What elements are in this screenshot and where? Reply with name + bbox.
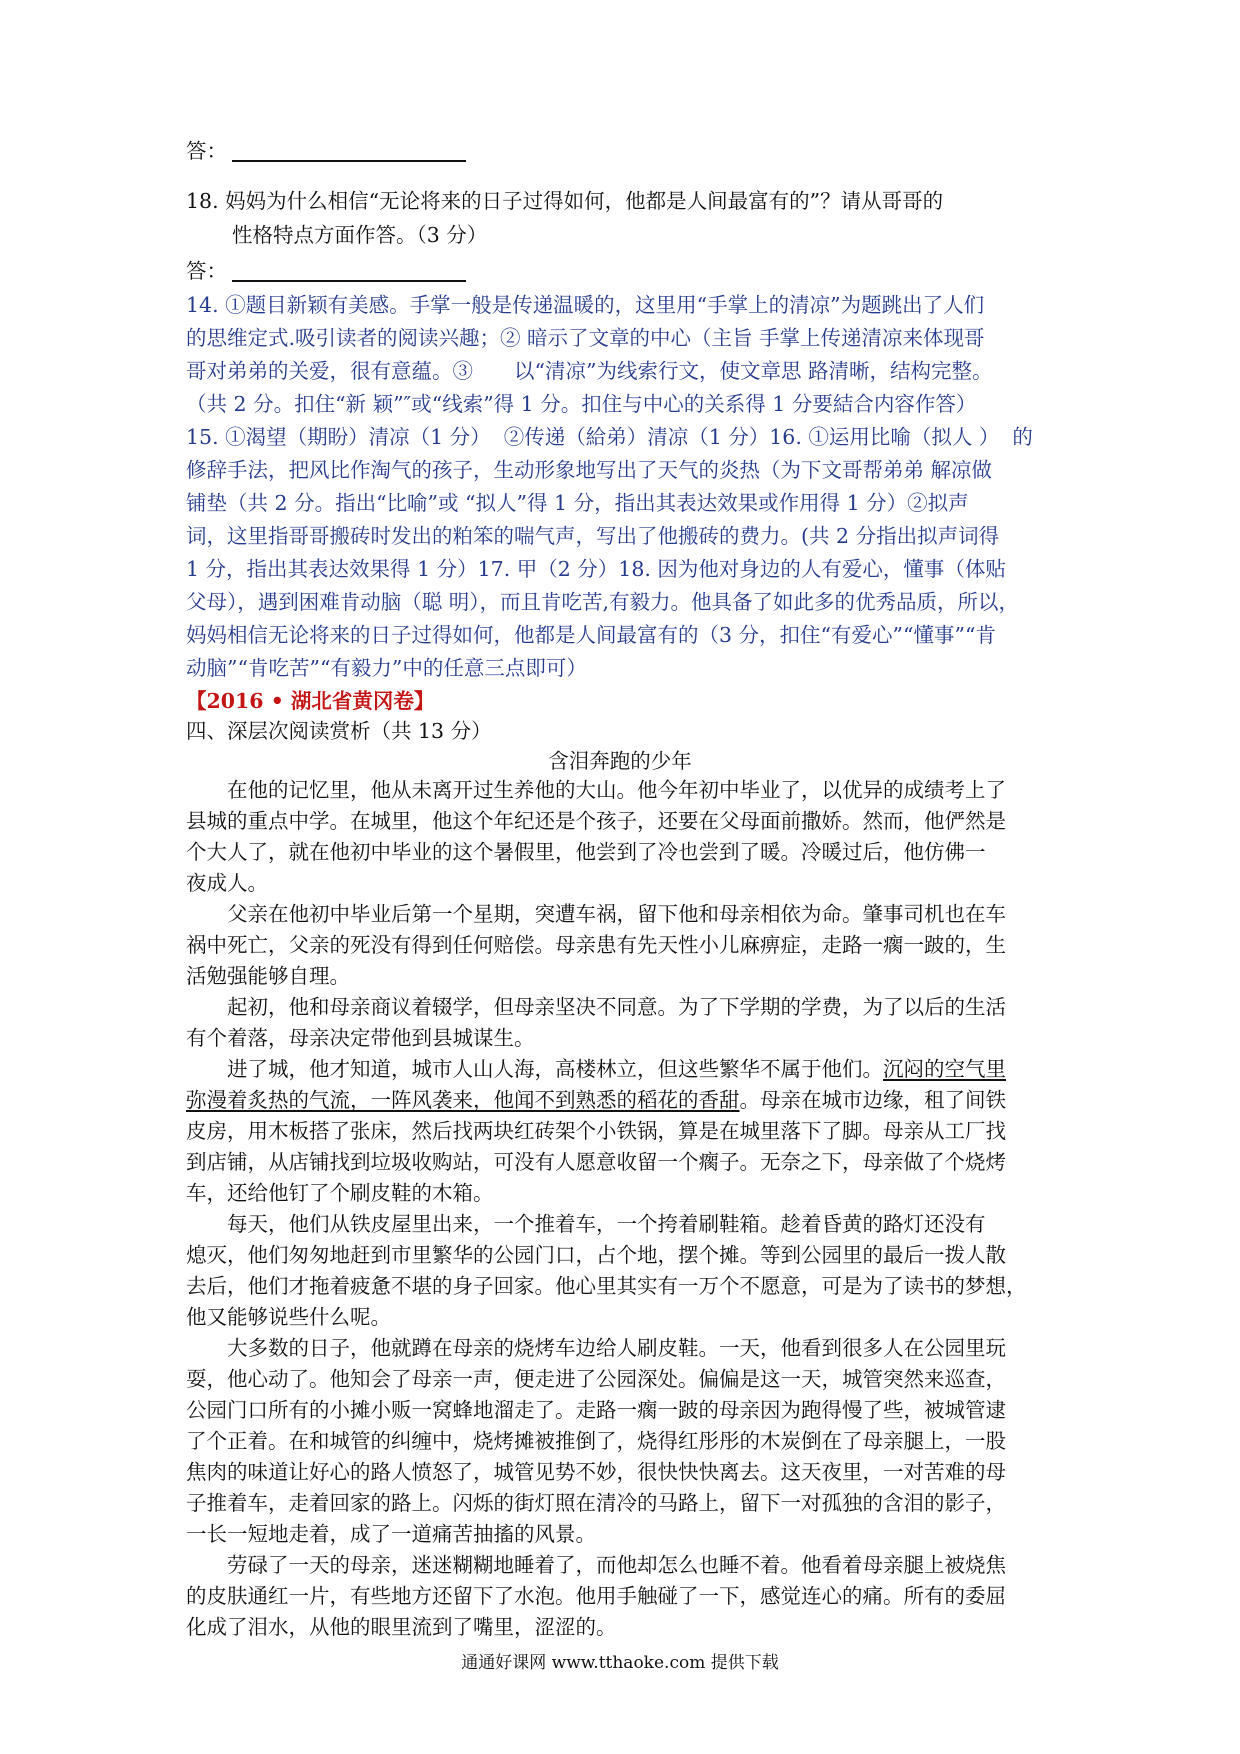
passage-line: 到店铺，从店铺找到垃圾收购站，可没有人愿意收留一个瘸子。无奈之下，母亲做了个烧烤 [186,1150,1006,1174]
passage-line: 个大人了，就在他初中毕业的这个暑假里，他尝到了冷也尝到了暖。冷暖过后，他仿佛一 [186,840,986,864]
answer-key-line: 动脑”“肯吃苦”“有毅力”中的任意三点即可） [186,656,587,680]
question-18: 18. 妈妈为什么相信“无论将来的日子过得如何，他都是人间最富有的”？请从哥哥的 [186,189,944,213]
passage-line: 皮房，用木板搭了张床，然后找两块红砖架个小铁锅，算是在城里落下了脚。母亲从工厂找 [186,1119,1006,1143]
underlined-sentence: 弥漫着炙热的气流，一阵风袭来，他闻不到熟悉的稻花的香甜 [186,1088,740,1112]
source-tag: 【2016 • 湖北省黄冈卷】 [186,689,435,713]
passage-line: 子推着车，走着回家的路上。闪烁的街灯照在清冷的马路上，留下一对孤独的含泪的影子， [186,1491,1006,1515]
answer-key-line: 词，这里指哥哥搬砖时发出的粕笨的喘气声，写出了他搬砖的费力。(共 2 分指出拟声词得 [186,524,1000,548]
answer-key-line: 铺垫（共 2 分。指出“比喻”或 “拟人”得 1 分，指出其表达效果或作用得 1 分）②拟声 [186,491,969,515]
passage-line: 了个正着。在和城管的纠缠中，烧烤摊被推倒了，烧得红彤彤的木炭倒在了母亲腿上，一股 [186,1429,1006,1453]
answer-key-line: 哥对弟弟的关爱，很有意蕴。③ 以“清凉”为线索行文，使文章思 路清晰，结构完整。 [186,359,993,383]
passage-line: 活勉强能够自理。 [186,964,350,988]
passage-line: 去后，他们才拖着疲惫不堪的身子回家。他心里其实有一万个不愿意，可是为了读书的梦想， [186,1274,1027,1298]
answer-key-line: 修辞手法，把风比作淘气的孩子，生动形象地写出了天气的炎热（为下文哥帮弟弟 解凉做 [186,458,993,482]
passage-line: 大多数的日子，他就蹲在母亲的烧烤车边给人刷皮鞋。一天，他看到很多人在公园里玩 [186,1336,1006,1360]
answer-label-2: 答： [186,259,227,283]
passage-line: 一长一短地走着，成了一道痛苦抽搐的风景。 [186,1522,596,1546]
section-heading: 四、深层次阅读赏析（共 13 分） [186,719,492,743]
underlined-sentence: 沉闷的空气里 [883,1057,1006,1081]
passage-line: 熄灭，他们匆匆地赶到市里繁华的公园门口，占个地，摆个摊。等到公园里的最后一拨人散 [186,1243,1006,1267]
passage-line: 耍，他心动了。他知会了母亲一声，便走进了公园深处。偏偏是这一天，城管突然来巡查， [186,1367,1006,1391]
passage-line: 弥漫着炙热的气流，一阵风袭来，他闻不到熟悉的稻花的香甜。母亲在城市边缘，租了间铁 [186,1088,1006,1112]
passage-line: 他又能够说些什么呢。 [186,1305,391,1329]
passage-line: 县城的重点中学。在城里，他这个年纪还是个孩子，还要在父母面前撒娇。然而，他俨然是 [186,809,1006,833]
passage-line: 夜成人。 [186,871,268,895]
passage-line: 祸中死亡，父亲的死没有得到任何赔偿。母亲患有先天性小儿麻痹症，走路一瘸一跛的，生 [186,933,1006,957]
passage-line: 进了城，他才知道，城市人山人海，高楼林立，但这些繁华不属于他们。沉闷的空气里 [186,1057,1006,1081]
answer-key-line: （共 2 分。扣住“新 颖”″或“线索”得 1 分。扣住与中心的关系得 1 分要結合内容作答） [186,392,977,416]
passage-line: 有个着落，母亲决定带他到县城谋生。 [186,1026,535,1050]
answer-key-line: 父母），遇到困难肯动脑（聪 明），而且肯吃苦,有毅力。他具备了如此多的优秀品质，所以， [186,590,1020,614]
passage-line: 焦肉的味道让好心的路人愤怒了，城管见势不妙，很快快快离去。这天夜里，一对苦难的母 [186,1460,1006,1484]
passage-title: 含泪奔跑的少年 [548,749,692,773]
question-18-cont: 性格特点方面作答。（3 分） [232,223,488,247]
answer-label-1: 答： [186,139,227,163]
answer-key-line: 14. ①题目新颖有美感。手掌一般是传递温暖的，这里用“手掌上的清凉”为题跳出了人们 [186,293,985,317]
answer-key-line: 1 分，指出其表达效果得 1 分）17. 甲（2 分）18. 因为他对身边的人有爱心，懂事（体贴 [186,557,1006,581]
passage-line: 车，还给他钉了个刷皮鞋的木箱。 [186,1181,494,1205]
passage-line: 每天，他们从铁皮屋里出来，一个推着车，一个挎着刷鞋箱。趁着昏黄的路灯还没有 [186,1212,986,1236]
answer-key-line: 15. ①渴望（期盼）清凉（1 分） ②传递（給弟）清凉（1 分）16. ①运用比喻（拟人 ） 的 [186,425,1033,449]
passage-line: 父亲在他初中毕业后第一个星期，突遭车祸，留下他和母亲相依为命。肇事司机也在车 [186,902,1006,926]
answer-blank-1[interactable] [232,160,466,162]
passage-line: 劳碌了一天的母亲，迷迷糊糊地睡着了，而他却怎么也睡不着。他看着母亲腿上被烧焦 [186,1553,1006,1577]
passage-line: 在他的记忆里，他从未离开过生养他的大山。他今年初中毕业了，以优异的成绩考上了 [186,778,1006,802]
answer-key-line: 妈妈相信无论将来的日子过得如何，他都是人间最富有的（3 分，扣住“有爱心”“懂事”“肯 [186,623,996,647]
passage-line: 公园门口所有的小摊小贩一窝蜂地溜走了。走路一瘸一跛的母亲因为跑得慢了些，被城管逮 [186,1398,1006,1422]
page-footer: 通通好课网 www.tthaoke.com 提供下载 [461,1653,779,1673]
passage-line: 起初，他和母亲商议着辍学，但母亲坚决不同意。为了下学期的学费，为了以后的生活 [186,995,1006,1019]
answer-blank-2[interactable] [232,280,466,282]
answer-key-line: 的思维定式.吸引读者的阅读兴趣；② 暗示了文章的中心（主旨 手掌上传递清凉来体现哥 [186,326,985,350]
passage-line: 的皮肤通红一片，有些地方还留下了水泡。他用手触碰了一下，感觉连心的痛。所有的委屈 [186,1584,1006,1608]
passage-line: 化成了泪水，从他的眼里流到了嘴里，涩涩的。 [186,1615,617,1639]
